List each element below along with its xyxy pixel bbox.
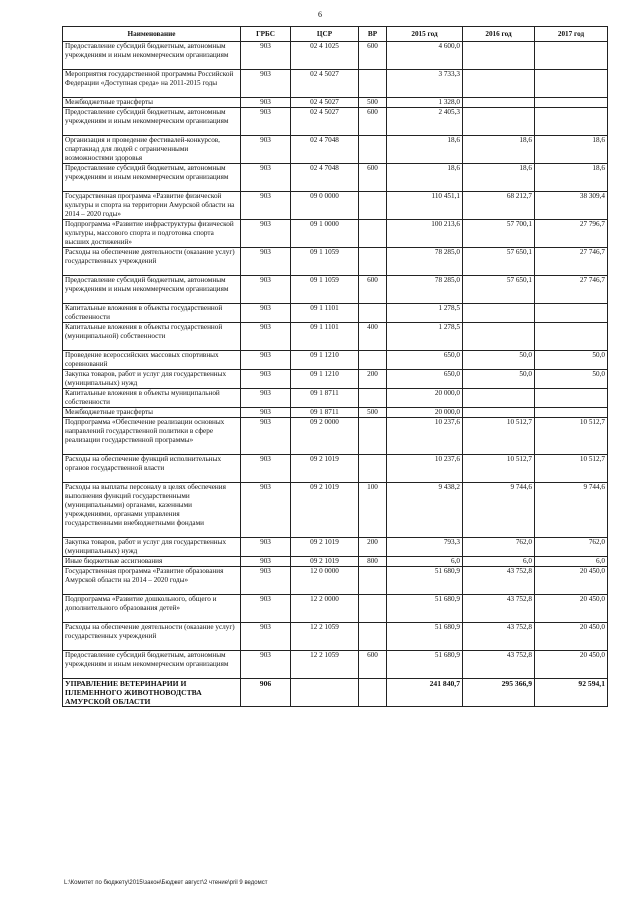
row-grbs-cell: 903 bbox=[241, 595, 291, 623]
row-name-cell: Расходы на выплаты персоналу в целях обеспечения выполнения функций государственными (муниципальными) органами, казенными учреждениями, органами управления государственными внебюджетными фондами bbox=[63, 483, 241, 538]
row-csr-cell: 09 2 0000 bbox=[291, 418, 359, 455]
table-row bbox=[63, 623, 608, 651]
table-row bbox=[63, 108, 608, 136]
row-grbs-cell: 903 bbox=[241, 651, 291, 679]
row-name-cell: Предоставление субсидий бюджетным, автономным учреждениям и иным некоммерческим организациям bbox=[63, 164, 241, 192]
row-csr-cell: 02 4 5027 bbox=[291, 70, 359, 98]
row-csr-cell: 02 4 5027 bbox=[291, 98, 359, 108]
row-2017-cell: 50,0 bbox=[535, 370, 608, 389]
row-csr-cell: 02 4 1025 bbox=[291, 42, 359, 70]
row-vr-cell bbox=[359, 679, 387, 707]
row-2015-cell: 20 000,0 bbox=[387, 389, 463, 408]
row-2017-cell: 27 746,7 bbox=[535, 248, 608, 276]
row-grbs-cell: 903 bbox=[241, 351, 291, 370]
row-2015-cell: 241 840,7 bbox=[387, 679, 463, 707]
row-2017-cell: 9 744,6 bbox=[535, 483, 608, 538]
row-2016-cell: 18,6 bbox=[463, 136, 535, 164]
row-2015-cell: 2 405,3 bbox=[387, 108, 463, 136]
table-row bbox=[63, 483, 608, 538]
table-header-row bbox=[63, 27, 608, 42]
row-vr-cell bbox=[359, 595, 387, 623]
row-grbs-cell: 903 bbox=[241, 323, 291, 351]
row-2015-cell: 793,3 bbox=[387, 538, 463, 557]
row-2016-cell: 57 700,1 bbox=[463, 220, 535, 248]
row-vr-cell: 600 bbox=[359, 651, 387, 679]
row-2016-cell: 50,0 bbox=[463, 370, 535, 389]
row-vr-cell: 500 bbox=[359, 98, 387, 108]
row-2016-cell: 295 366,9 bbox=[463, 679, 535, 707]
row-2017-cell: 20 450,0 bbox=[535, 651, 608, 679]
row-grbs-cell: 903 bbox=[241, 408, 291, 418]
row-csr-cell: 02 4 7048 bbox=[291, 136, 359, 164]
row-2015-cell: 100 213,6 bbox=[387, 220, 463, 248]
row-2017-cell bbox=[535, 408, 608, 418]
row-name-cell: Государственная программа «Развитие физической культуры и спорта на территории Амурской области на 2014 – 2020 годы» bbox=[63, 192, 241, 220]
table-row bbox=[63, 304, 608, 323]
row-vr-cell: 600 bbox=[359, 276, 387, 304]
row-2016-cell bbox=[463, 108, 535, 136]
row-grbs-cell: 903 bbox=[241, 623, 291, 651]
row-vr-cell bbox=[359, 70, 387, 98]
header-vr: ВР bbox=[359, 27, 387, 42]
row-2016-cell: 10 512,7 bbox=[463, 455, 535, 483]
row-name-cell: Расходы на обеспечение деятельности (оказание услуг) государственных учреждений bbox=[63, 623, 241, 651]
row-vr-cell bbox=[359, 248, 387, 276]
row-2016-cell: 57 650,1 bbox=[463, 276, 535, 304]
row-2015-cell: 9 438,2 bbox=[387, 483, 463, 538]
row-2015-cell: 78 285,0 bbox=[387, 248, 463, 276]
row-2017-cell: 27 796,7 bbox=[535, 220, 608, 248]
row-name-cell: Капитальные вложения в объекты муниципальной собственности bbox=[63, 389, 241, 408]
row-grbs-cell: 903 bbox=[241, 164, 291, 192]
row-csr-cell: 09 2 1019 bbox=[291, 557, 359, 567]
row-2017-cell bbox=[535, 98, 608, 108]
row-2017-cell: 27 746,7 bbox=[535, 276, 608, 304]
table-row bbox=[63, 323, 608, 351]
row-name-cell: Расходы на обеспечение деятельности (оказание услуг) государственных учреждений bbox=[63, 248, 241, 276]
table-row bbox=[63, 276, 608, 304]
row-vr-cell bbox=[359, 351, 387, 370]
row-name-cell: Предоставление субсидий бюджетным, автономным учреждениям и иным некоммерческим организациям bbox=[63, 42, 241, 70]
row-2015-cell: 110 451,1 bbox=[387, 192, 463, 220]
row-csr-cell: 09 2 1019 bbox=[291, 483, 359, 538]
row-2016-cell: 43 752,8 bbox=[463, 623, 535, 651]
row-name-cell: Иные бюджетные ассигнования bbox=[63, 557, 241, 567]
row-2016-cell bbox=[463, 389, 535, 408]
row-2015-cell: 20 000,0 bbox=[387, 408, 463, 418]
table-row bbox=[63, 70, 608, 98]
row-csr-cell: 09 1 1059 bbox=[291, 248, 359, 276]
row-2017-cell: 50,0 bbox=[535, 351, 608, 370]
row-name-cell: Организация и проведение фестивалей-конкурсов, спартакиад для людей с ограниченными возможностями здоровья bbox=[63, 136, 241, 164]
row-2016-cell: 43 752,8 bbox=[463, 567, 535, 595]
row-2017-cell bbox=[535, 70, 608, 98]
row-vr-cell: 600 bbox=[359, 108, 387, 136]
row-name-cell: Предоставление субсидий бюджетным, автономным учреждениям и иным некоммерческим организациям bbox=[63, 108, 241, 136]
table-row bbox=[63, 389, 608, 408]
row-grbs-cell: 903 bbox=[241, 418, 291, 455]
row-2017-cell: 762,0 bbox=[535, 538, 608, 557]
row-grbs-cell: 903 bbox=[241, 276, 291, 304]
table-row bbox=[63, 248, 608, 276]
row-name-cell: Предоставление субсидий бюджетным, автономным учреждениям и иным некоммерческим организациям bbox=[63, 276, 241, 304]
row-csr-cell: 09 1 0000 bbox=[291, 220, 359, 248]
table-row bbox=[63, 557, 608, 567]
row-2016-cell: 6,0 bbox=[463, 557, 535, 567]
row-name-cell: Закупка товаров, работ и услуг для государственных (муниципальных) нужд bbox=[63, 538, 241, 557]
row-2017-cell: 18,6 bbox=[535, 136, 608, 164]
page-number: 6 bbox=[318, 10, 322, 19]
row-vr-cell: 600 bbox=[359, 164, 387, 192]
table-row bbox=[63, 192, 608, 220]
table-row bbox=[63, 408, 608, 418]
row-name-cell: Межбюджетные трансферты bbox=[63, 408, 241, 418]
row-grbs-cell: 903 bbox=[241, 192, 291, 220]
row-name-cell: УПРАВЛЕНИЕ ВЕТЕРИНАРИИ И ПЛЕМЕННОГО ЖИВОТНОВОДСТВА АМУРСКОЙ ОБЛАСТИ bbox=[63, 679, 241, 707]
row-csr-cell: 02 4 7048 bbox=[291, 164, 359, 192]
row-2016-cell: 9 744,6 bbox=[463, 483, 535, 538]
row-2017-cell: 6,0 bbox=[535, 557, 608, 567]
row-vr-cell: 800 bbox=[359, 557, 387, 567]
header-csr: ЦСР bbox=[291, 27, 359, 42]
row-2016-cell bbox=[463, 323, 535, 351]
row-vr-cell bbox=[359, 304, 387, 323]
row-2016-cell: 762,0 bbox=[463, 538, 535, 557]
row-2017-cell: 38 309,4 bbox=[535, 192, 608, 220]
row-2015-cell: 51 680,9 bbox=[387, 567, 463, 595]
row-csr-cell: 09 2 1019 bbox=[291, 455, 359, 483]
row-2017-cell: 10 512,7 bbox=[535, 418, 608, 455]
row-vr-cell: 200 bbox=[359, 538, 387, 557]
row-grbs-cell: 903 bbox=[241, 248, 291, 276]
row-2017-cell: 92 594,1 bbox=[535, 679, 608, 707]
row-2017-cell bbox=[535, 389, 608, 408]
row-vr-cell: 400 bbox=[359, 323, 387, 351]
row-csr-cell: 12 2 0000 bbox=[291, 595, 359, 623]
row-2017-cell bbox=[535, 108, 608, 136]
row-name-cell: Капитальные вложения в объекты государственной собственности bbox=[63, 304, 241, 323]
row-vr-cell bbox=[359, 623, 387, 651]
row-2015-cell: 1 328,0 bbox=[387, 98, 463, 108]
row-2015-cell: 3 733,3 bbox=[387, 70, 463, 98]
table-row bbox=[63, 164, 608, 192]
row-vr-cell bbox=[359, 418, 387, 455]
row-csr-cell: 02 4 5027 bbox=[291, 108, 359, 136]
row-2016-cell: 57 650,1 bbox=[463, 248, 535, 276]
header-2016: 2016 год bbox=[463, 27, 535, 42]
row-2016-cell: 50,0 bbox=[463, 351, 535, 370]
row-grbs-cell: 903 bbox=[241, 370, 291, 389]
table-row bbox=[63, 220, 608, 248]
row-csr-cell: 09 1 8711 bbox=[291, 408, 359, 418]
row-2017-cell bbox=[535, 42, 608, 70]
header-2017: 2017 год bbox=[535, 27, 608, 42]
row-2017-cell: 20 450,0 bbox=[535, 595, 608, 623]
row-grbs-cell: 903 bbox=[241, 108, 291, 136]
table-row bbox=[63, 455, 608, 483]
table-row bbox=[63, 595, 608, 623]
row-2017-cell: 10 512,7 bbox=[535, 455, 608, 483]
row-name-cell: Мероприятия государственной программы Российской Федерации «Доступная среда» на 2011-2015 годы bbox=[63, 70, 241, 98]
row-2017-cell bbox=[535, 323, 608, 351]
row-vr-cell: 600 bbox=[359, 42, 387, 70]
row-2015-cell: 1 278,5 bbox=[387, 304, 463, 323]
row-2015-cell: 4 600,0 bbox=[387, 42, 463, 70]
row-name-cell: Капитальные вложения в объекты государственной (муниципальной) собственности bbox=[63, 323, 241, 351]
row-name-cell: Закупка товаров, работ и услуг для государственных (муниципальных) нужд bbox=[63, 370, 241, 389]
row-grbs-cell: 903 bbox=[241, 389, 291, 408]
row-grbs-cell: 903 bbox=[241, 538, 291, 557]
row-csr-cell: 12 2 1059 bbox=[291, 623, 359, 651]
row-2016-cell bbox=[463, 304, 535, 323]
row-2015-cell: 10 237,6 bbox=[387, 455, 463, 483]
row-2016-cell: 18,6 bbox=[463, 164, 535, 192]
row-vr-cell: 500 bbox=[359, 408, 387, 418]
row-2015-cell: 78 285,0 bbox=[387, 276, 463, 304]
row-grbs-cell: 903 bbox=[241, 455, 291, 483]
header-name: Наименование bbox=[63, 27, 241, 42]
row-name-cell: Предоставление субсидий бюджетным, автономным учреждениям и иным некоммерческим организациям bbox=[63, 651, 241, 679]
row-name-cell: Подпрограмма «Обеспечение реализации основных направлений государственной политики в сфере реализации государственной программы» bbox=[63, 418, 241, 455]
table-row bbox=[63, 351, 608, 370]
row-2015-cell: 18,6 bbox=[387, 164, 463, 192]
row-vr-cell bbox=[359, 192, 387, 220]
table-row bbox=[63, 651, 608, 679]
row-name-cell: Подпрограмма «Развитие инфраструктуры физической культуры, массового спорта и подготовка спорта высших достижений» bbox=[63, 220, 241, 248]
row-2016-cell: 43 752,8 bbox=[463, 651, 535, 679]
row-2015-cell: 51 680,9 bbox=[387, 651, 463, 679]
row-2015-cell: 10 237,6 bbox=[387, 418, 463, 455]
row-grbs-cell: 903 bbox=[241, 98, 291, 108]
row-grbs-cell: 903 bbox=[241, 220, 291, 248]
row-name-cell: Расходы на обеспечение функций исполнительных органов государственной власти bbox=[63, 455, 241, 483]
row-grbs-cell: 906 bbox=[241, 679, 291, 707]
row-2017-cell: 18,6 bbox=[535, 164, 608, 192]
row-2016-cell: 43 752,8 bbox=[463, 595, 535, 623]
row-2015-cell: 51 680,9 bbox=[387, 623, 463, 651]
table-row bbox=[63, 538, 608, 557]
row-2016-cell: 10 512,7 bbox=[463, 418, 535, 455]
row-csr-cell: 09 0 0000 bbox=[291, 192, 359, 220]
table-row bbox=[63, 679, 608, 707]
header-grbs: ГРБС bbox=[241, 27, 291, 42]
table-row bbox=[63, 567, 608, 595]
row-2015-cell: 1 278,5 bbox=[387, 323, 463, 351]
footer-file-path: L:\Комитет по бюджету\2015\закон\Бюджет август\2 чтение\рril 9 ведомст bbox=[64, 880, 268, 886]
row-grbs-cell: 903 bbox=[241, 136, 291, 164]
row-2015-cell: 51 680,9 bbox=[387, 595, 463, 623]
row-csr-cell bbox=[291, 679, 359, 707]
row-2015-cell: 650,0 bbox=[387, 370, 463, 389]
row-csr-cell: 09 1 1210 bbox=[291, 351, 359, 370]
row-2017-cell: 20 450,0 bbox=[535, 623, 608, 651]
row-vr-cell bbox=[359, 567, 387, 595]
row-grbs-cell: 903 bbox=[241, 483, 291, 538]
row-grbs-cell: 903 bbox=[241, 557, 291, 567]
row-2015-cell: 650,0 bbox=[387, 351, 463, 370]
row-vr-cell bbox=[359, 220, 387, 248]
row-csr-cell: 09 1 8711 bbox=[291, 389, 359, 408]
row-name-cell: Государственная программа «Развитие образования Амурской области на 2014 – 2020 годы» bbox=[63, 567, 241, 595]
row-grbs-cell: 903 bbox=[241, 42, 291, 70]
row-csr-cell: 09 1 1101 bbox=[291, 304, 359, 323]
row-grbs-cell: 903 bbox=[241, 304, 291, 323]
row-2017-cell: 20 450,0 bbox=[535, 567, 608, 595]
row-csr-cell: 09 1 1101 bbox=[291, 323, 359, 351]
row-2015-cell: 18,6 bbox=[387, 136, 463, 164]
row-2016-cell bbox=[463, 408, 535, 418]
row-2016-cell: 68 212,7 bbox=[463, 192, 535, 220]
row-2015-cell: 6,0 bbox=[387, 557, 463, 567]
header-2015: 2015 год bbox=[387, 27, 463, 42]
row-vr-cell bbox=[359, 389, 387, 408]
row-name-cell: Проведение всероссийских массовых спортивных соревнований bbox=[63, 351, 241, 370]
row-csr-cell: 12 2 1059 bbox=[291, 651, 359, 679]
row-vr-cell bbox=[359, 455, 387, 483]
row-csr-cell: 09 1 1059 bbox=[291, 276, 359, 304]
budget-table bbox=[62, 26, 608, 707]
row-vr-cell bbox=[359, 136, 387, 164]
row-grbs-cell: 903 bbox=[241, 70, 291, 98]
table-row bbox=[63, 370, 608, 389]
row-vr-cell: 200 bbox=[359, 370, 387, 389]
row-2017-cell bbox=[535, 304, 608, 323]
row-name-cell: Подпрограмма «Развитие дошкольного, общего и дополнительного образования детей» bbox=[63, 595, 241, 623]
table-row bbox=[63, 136, 608, 164]
row-2016-cell bbox=[463, 70, 535, 98]
row-2016-cell bbox=[463, 42, 535, 70]
table-row bbox=[63, 98, 608, 108]
row-name-cell: Межбюджетные трансферты bbox=[63, 98, 241, 108]
row-csr-cell: 12 0 0000 bbox=[291, 567, 359, 595]
row-csr-cell: 09 2 1019 bbox=[291, 538, 359, 557]
row-2016-cell bbox=[463, 98, 535, 108]
table-row bbox=[63, 42, 608, 70]
row-vr-cell: 100 bbox=[359, 483, 387, 538]
table-row bbox=[63, 418, 608, 455]
row-csr-cell: 09 1 1210 bbox=[291, 370, 359, 389]
row-grbs-cell: 903 bbox=[241, 567, 291, 595]
